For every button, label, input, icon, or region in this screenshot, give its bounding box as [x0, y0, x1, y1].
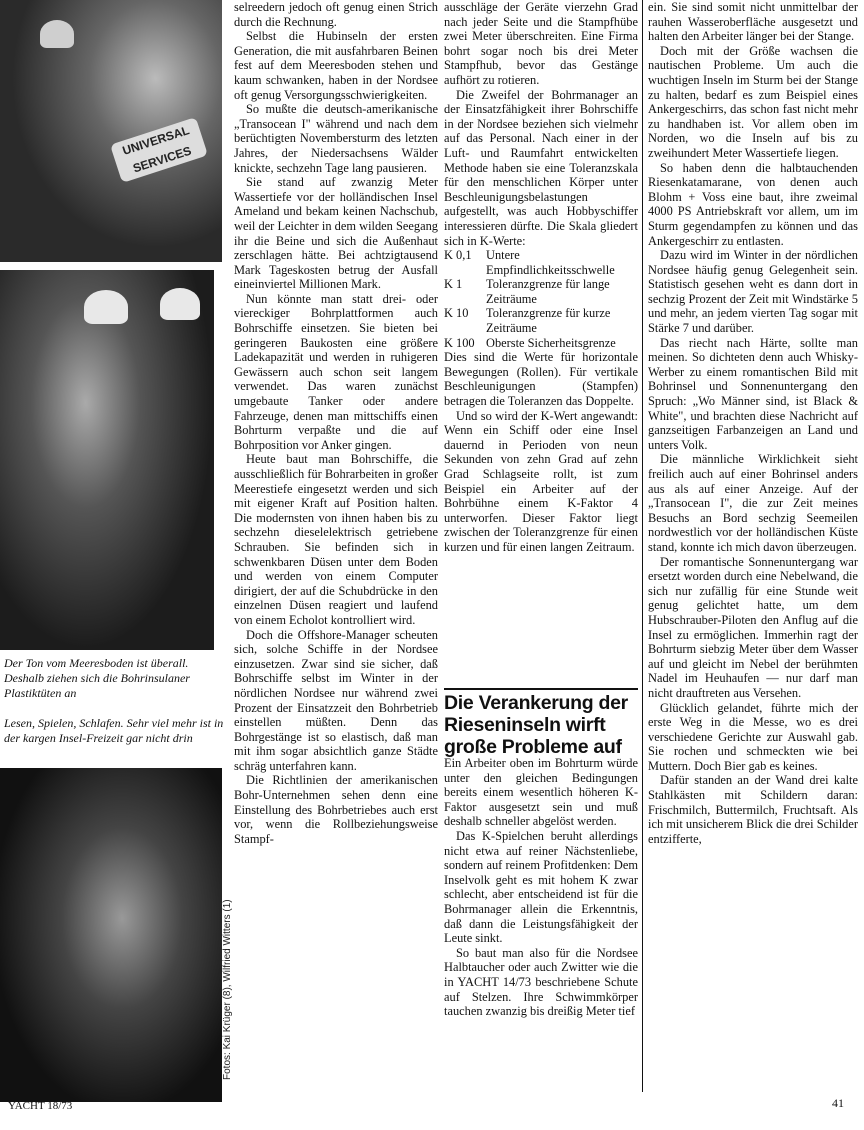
k-scale-row — [444, 336, 638, 351]
paragraph: Sie stand auf zwanzig Meter Wassertiefe vor der holländischen Insel Ameland und bekam keinen Nachschub, weil der Leichter in dem wilden Seegang ihr die Beine und sich die Außenhaut zerschlagen hätte. Bei achtzigtausend Mark Tageskosten betrug der Ausfall eineinviertel Millionen Mark. — [234, 175, 438, 292]
helmet-right — [160, 288, 200, 320]
helmet-left — [84, 290, 128, 324]
paragraph: Doch mit der Größe wachsen die nautischen Probleme. Um auch die wuchtigen Inseln im Sturm bei der Stange zu halten, bedarf es zum Beispiel eines Ankergeschirrs, das schon fast nicht mehr zu handhaben ist. Vor allem oben im Norden, wo die Inseln auf bis zu zweihundert Meter Wassertiefe liegen. — [648, 43, 858, 160]
k-value: K 0,1 — [444, 248, 472, 263]
caption-photo-2: Lesen, Spielen, Schlafen. Sehr viel mehr ist in der kargen Insel-Freizeit gar nicht drin — [4, 716, 224, 745]
article-headline: Die Verankerung der Rieseninseln wirft große Probleme auf — [444, 688, 638, 758]
paragraph: Der romantische Sonnenuntergang war ersetzt worden durch eine Nebelwand, die sich nur zufällig für eine Stunde weit genug gelichtet hatte, um dem Hubschrauber-Piloten den Anflug auf die Insel zu ermöglichen. Immerhin ragt der Bohrturm siebzig Meter über dem Wasser auf und gleicht im Nebel der berühmten Nadel im Heuhaufen — nur darf man nicht drauftreten aus Versehen. — [648, 554, 858, 700]
paragraph: So baut man also für die Nordsee Halbtaucher oder auch Zwitter wie die in YACHT 14/73 beschriebene Schute auf Stelzen. Ihre Schwimmkörper tauchen zwanzig bis dreißig Meter tief — [444, 945, 638, 1019]
k-value: K 1 — [444, 277, 463, 292]
paragraph: Heute baut man Bohrschiffe, die ausschließlich für Bohrarbeiten in großer Meerestiefe eingesetzt werden und sich mit eigener Kraft auf Position halten. Die modernsten von ihnen haben bis zu sechzehn dieselelektrisch getriebene Schrauben. Sie befinden sich in schwenkbaren Düsen unter dem Boden und werden von einem Computer dirigiert, der auf die Schubdrücke in den einzelnen Düsen reagiert und laufend von einem Echolot kontrolliert wird. — [234, 452, 438, 627]
paragraph: So mußte die deutsch-amerikanische „Transocean I" während und nach dem berüchtigten Novembersturm des letzten Jahres, der Niedersachsens Wälder knickte, sechzehn Tage lang pausieren. — [234, 102, 438, 175]
k-value: K 100 — [444, 335, 475, 350]
k-scale-row — [444, 248, 638, 277]
k-scale-row — [444, 277, 638, 306]
paragraph: ausschläge der Geräte vierzehn Grad nach jeder Seite und die Stampfhübe zwei Meter überschreiten. Eine Firma bohrt sogar noch bis drei Meter Stampfhub, bevor das Gestänge aufhört zu rotieren. — [444, 0, 638, 87]
paragraph: Und so wird der K-Wert angewandt: Wenn ein Schiff oder eine Insel dauernd in Perioden von neun Sekunden von zehn Grad auf zehn Grad Schlagseite rollt, ist zum Beispiel ein Arbeiter auf der Bohrbühne einem K-Faktor 4 unterworfen. Dieser Faktor liegt zwischen der Toleranzgrenze für einen kurzen und für einen langen Zeitraum. — [444, 408, 638, 554]
article-column-2-continued — [444, 756, 638, 1019]
paragraph: So haben denn die halbtauchenden Riesenkatamarane, von denen auch Blohm + Voss eine baut, ihre zweimal 4000 PS Antriebskraft vor allem, um im Sturm gegendampfen zu können und das Ankergeschirr zu entlasten. — [648, 160, 858, 248]
article-column-2 — [444, 0, 638, 555]
paragraph: Dazu wird im Winter in der nördlichen Nordsee häufig genug Gelegenheit sein. Statistisch gesehen weht es dann dort in sechzig Prozent der Zeit mit Windstärke 5 und mehr, an jedem vierten Tag sogar mit Stärke 7 und darüber. — [648, 248, 858, 336]
k-value: K 10 — [444, 306, 469, 321]
paragraph: Die männliche Wirklichkeit sieht freilich auch auf einer Bohrinsel anders aus als auf einer Anzeige. Auf der „Transocean I", die zur Zeit meines Besuchs an Bord sechzig Seemeilen nordwestlich vor der holländischen Küste stand, konnte ich mich davon überzeugen. — [648, 452, 858, 554]
photo-credit: Fotos: Kai Krüger (8), Wilfried Witters (1) — [222, 899, 233, 1080]
paragraph: Das riecht nach Härte, sollte man meinen. So dichteten denn auch Whisky-Werber zu einem romantischen Bild mit Bohrinsel und Sonnenuntergang den Spruch: „Wo Männer sind, ist Black & White", und brachten diese Nachricht auf ganzseitigen Farbanzeigen an Land und unters Volk. — [648, 335, 858, 452]
column-divider — [642, 0, 643, 1092]
paragraph: Dies sind die Werte für horizontale Bewegungen (Rollen). Für vertikale Beschleunigungen (Stampfen) betragen die Toleranzen das Doppelte. — [444, 350, 638, 409]
k-description: Toleranzgrenze für kurze Zeiträume — [486, 306, 611, 336]
paragraph: Das K-Spielchen beruht allerdings nicht etwa auf reiner Nächstenliebe, sondern auf reinem Profitdenken: Dem Inselvolk geht es mit hohem K zwar schlecht, aber entscheidend ist für die Bohrmanager allein die Erkenntnis, daß dann die Leistungsfähigkeit der Leute sinkt. — [444, 828, 638, 946]
paragraph: Die Richtlinien der amerikanischen Bohr-Unternehmen sehen denn eine Einstellung des Bohrbetriebes auch erst vor, wenn die Rollbeziehungsweise Stampf- — [234, 773, 438, 846]
photo-go-kart — [0, 0, 222, 262]
k-scale-list — [444, 248, 638, 350]
helmet-shape — [40, 20, 74, 48]
k-scale-row — [444, 306, 638, 335]
paragraph: selreedern jedoch oft genug einen Strich durch die Rechnung. — [234, 0, 438, 29]
k-description: Untere Empfindlichkeitsschwelle — [486, 248, 615, 277]
photo-crew-quarters — [0, 768, 222, 1102]
photo-workers-helmets — [0, 270, 214, 650]
k-description: Oberste Sicherheitsgrenze — [486, 335, 616, 350]
paragraph: Glücklich gelandet, führte mich der erste Weg in die Messe, wo es drei verschiedene Gerichte zur Auswahl gab. Sie rochen und schmeckten wie bei Muttern. Doch Bier gab es keines. — [648, 700, 858, 773]
caption-photo-1: Der Ton vom Meeresboden ist überall. Deshalb ziehen sich die Bohrinsulaner Plastiktüten an — [4, 656, 190, 700]
paragraph: Dafür standen an der Wand drei kalte Stahlkästen mit Schildern daran: Frischmilch, Buttermilch, Fruchtsaft. Als ich mit unsicherem Blick die drei Schilder entzifferte, — [648, 773, 858, 846]
paragraph: Selbst die Hubinseln der ersten Generation, die mit ausfahrbaren Beinen fest auf dem Meeresboden stehen und kaum schwanken, haben in der Nordsee oft genug Versorgungsschwierigkeiten. — [234, 29, 438, 102]
paragraph: Ein Arbeiter oben im Bohrturm würde unter den gleichen Bedingungen bereits einem wesentlich höheren K-Faktor ausgesetzt sein und muß deshalb schneller abgelöst werden. — [444, 756, 638, 829]
paragraph: ein. Sie sind somit nicht unmittelbar der rauhen Wasseroberfläche ausgesetzt und halten den Arbeiter länger bei der Stange. — [648, 0, 858, 44]
k-description: Toleranzgrenze für lange Zeiträume — [486, 277, 610, 306]
jersey-lettering: UNIVERSAL SERVICES — [110, 117, 208, 183]
footer-issue: YACHT 18/73 — [8, 1100, 73, 1112]
article-column-3 — [648, 0, 858, 846]
paragraph: Doch die Offshore-Manager scheuten sich, solche Schiffe in der Nordsee einzusetzen. Zwar sind sie sicher, daß Bohrschiffe selbst im Winter in der nördlichen Nordsee nur während zwei Prozent der Einsatzzeit den Bohrbetrieb einstellen müßten. Denn das Bohrgestänge ist so elastisch, daß man mit ihm sogar absichtlich ganze Städte schräg unterfahren kann. — [234, 627, 438, 773]
paragraph: Die Zweifel der Bohrmanager an der Einsatzfähigkeit ihrer Bohrschiffe in der Nordsee beziehen sich vielmehr auf das Personal. Nach einer in der Luft- und Raumfahrt entwickelten Methode haben sie eine Toleranzskala für den menschlichen Körper unter Beschleunigungsbelastungen aufgestellt, was auch Hobbyschiffer interessieren dürfte. Die Skala gliedert sich in K-Werte: — [444, 87, 638, 248]
article-column-1 — [234, 0, 438, 846]
page-number: 41 — [832, 1096, 844, 1110]
paragraph: Nun könnte man statt drei- oder viereckiger Bohrplattformen auch Bohrschiffe einsetzen. Sie bieten bei geringeren Baukosten eine größere Ladekapazität und werden in ruhigeren Gewässern auch schon seit langem verwendet. Das waren zunächst umgebaute Tanker oder andere Fahrzeuge, denen man mittschiffs einen Bohrturm verpaßte und die auf Bohrposition vor Anker gingen. — [234, 291, 438, 452]
